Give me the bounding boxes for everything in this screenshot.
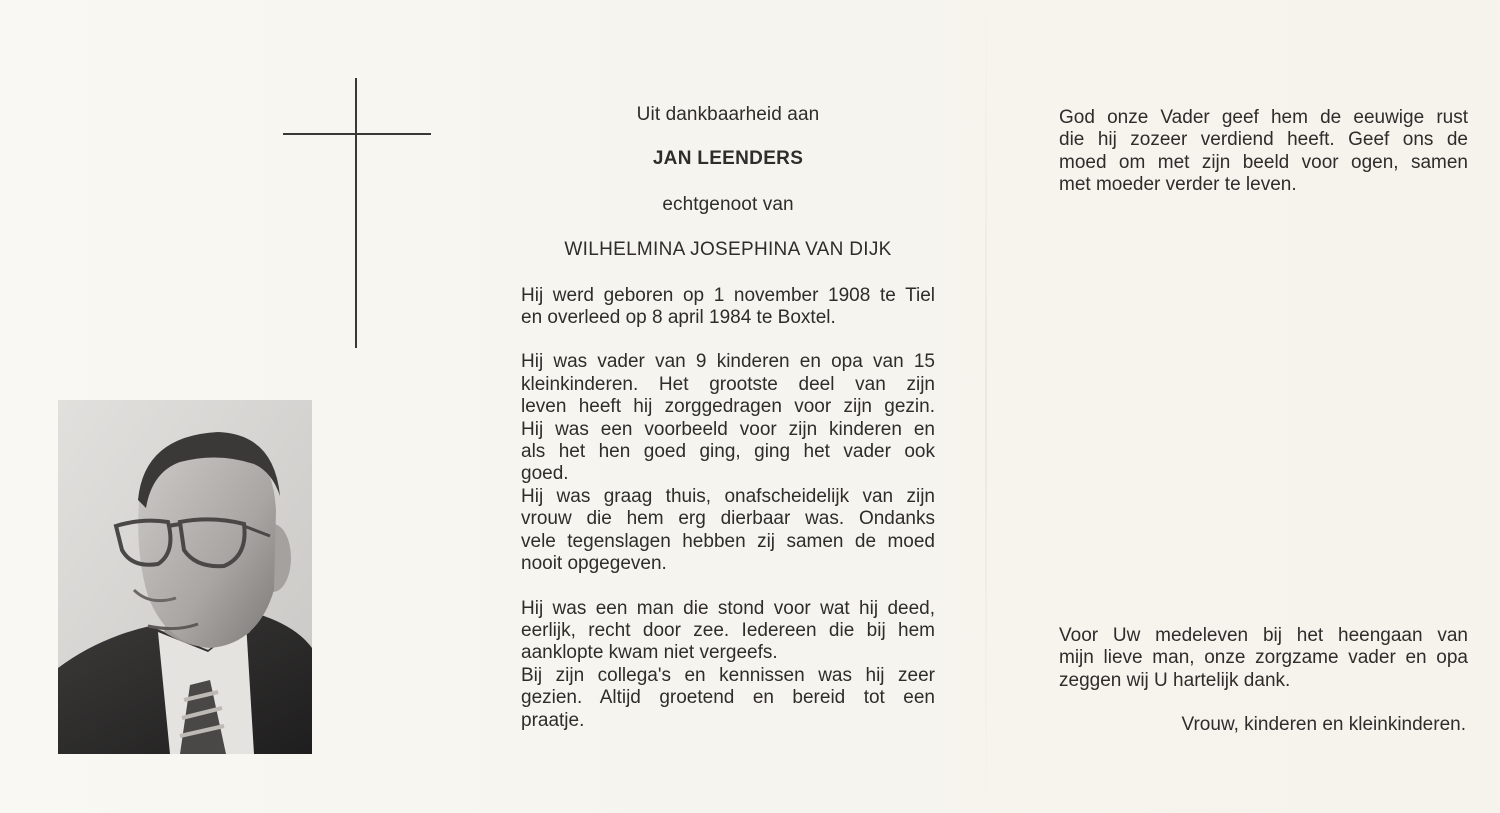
signature-text: Vrouw, kinderen en kleinkinderen. <box>1181 714 1466 736</box>
paragraph-line: praatje. <box>521 709 585 731</box>
life-dates-paragraph <box>521 285 935 330</box>
paragraph-line: mijn lieve man, onze zorgzame vader en opa <box>1059 647 1468 669</box>
paragraph-line: eerlijk, recht door zee. Iedereen die bij hem <box>521 619 935 641</box>
paragraph-line: goed. <box>521 463 569 485</box>
paragraph-line: gezien. Altijd groetend en bereid tot een <box>521 687 935 709</box>
thanks-paragraph <box>1059 625 1468 692</box>
paragraph-line: Hij was graag thuis, onafscheidelijk van zijn <box>521 485 935 507</box>
paragraph-line: nooit opgegeven. <box>521 553 667 575</box>
paragraph-line: Bij zijn collega's en kennissen was hij zeer <box>521 664 935 686</box>
paragraph-line: zeggen wij U hartelijk dank. <box>1059 669 1291 691</box>
paragraph-line: Voor Uw medeleven bij het heengaan van <box>1059 625 1468 646</box>
paragraph-line: vrouw die hem erg dierbaar was. Ondanks <box>521 508 935 530</box>
paragraph-line: als het hen goed ging, ging het vader ook <box>521 441 935 463</box>
character-paragraph <box>521 598 935 732</box>
intro-text: Uit dankbaarheid aan <box>636 104 820 125</box>
main-text-column <box>521 104 935 732</box>
paragraph-line: vele tegenslagen hebben zij samen de moed <box>521 530 935 552</box>
paragraph-line: die hij zozeer verdiend heeft. Geef ons de <box>1059 129 1468 151</box>
paragraph-line: en overleed op 8 april 1984 te Boxtel. <box>521 307 836 329</box>
cross-icon-vertical <box>355 78 357 348</box>
paragraph-line: leven heeft hij zorggedragen voor zijn gezin. <box>521 396 935 418</box>
deceased-name: JAN LEENDERS <box>652 148 804 170</box>
paragraph-line: met moeder verder te leven. <box>1059 174 1297 196</box>
paragraph-line: moed om met zijn beeld voor ogen, samen <box>1059 151 1468 173</box>
fold-line <box>985 0 987 813</box>
paragraph-line: aanklopte kwam niet vergeefs. <box>521 642 778 664</box>
paragraph-line: God onze Vader geef hem de eeuwige rust <box>1059 107 1468 128</box>
cross-icon-horizontal <box>283 133 431 135</box>
paragraph-line: kleinkinderen. Het grootste deel van zijn <box>521 373 935 395</box>
family-paragraph <box>521 351 935 575</box>
portrait-photo <box>58 400 312 754</box>
prayer-column <box>1059 107 1468 197</box>
paragraph-line: Hij werd geboren op 1 november 1908 te Tiel <box>521 284 935 306</box>
thanks-column <box>1059 625 1468 756</box>
relation-text: echtgenoot van <box>662 193 794 215</box>
paragraph-line: Hij was een voorbeeld voor zijn kinderen en <box>521 418 935 440</box>
prayer-paragraph <box>1059 107 1468 197</box>
paragraph-line: Hij was een man die stond voor wat hij deed, <box>521 597 935 619</box>
spouse-name: WILHELMINA JOSEPHINA VAN DIJK <box>564 239 892 261</box>
paragraph-line: Hij was vader van 9 kinderen en opa van 15 <box>521 351 935 373</box>
